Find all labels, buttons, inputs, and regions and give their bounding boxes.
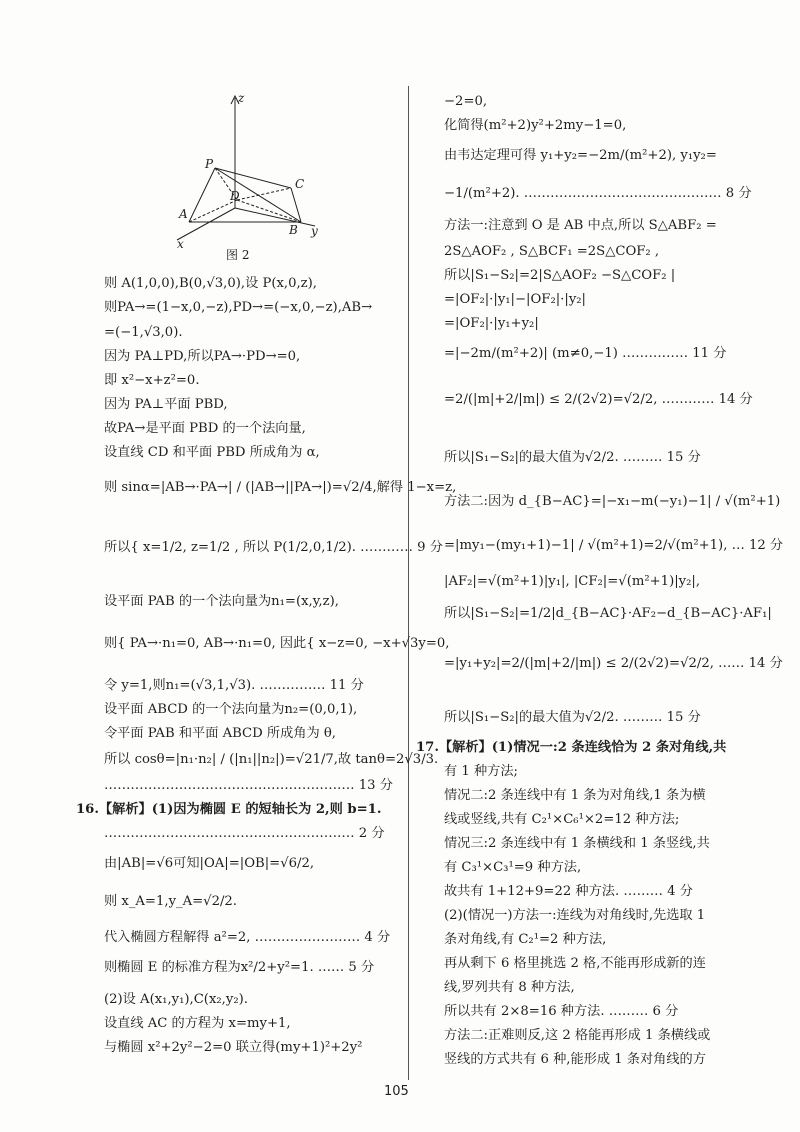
left-line: (2)设 A(x₁,y₁),C(x₂,y₂).: [104, 992, 248, 1007]
right-line: 故共有 1+12+9=22 种方法. ……… 4 分: [444, 884, 693, 899]
left-line: =(−1,√3,0).: [104, 325, 183, 340]
left-line: 设直线 CD 和平面 PBD 所成角为 α,: [104, 445, 320, 460]
right-line: 竖线的方式共有 6 种,能形成 1 条对角线的方: [444, 1052, 706, 1067]
left-line: 则 A(1,0,0),B(0,√3,0),设 P(x,0,z),: [104, 276, 317, 291]
figure-caption: 图 2: [226, 248, 250, 262]
left-line: 则PA→=(1−x,0,−z),PD→=(−x,0,−z),AB→: [104, 300, 373, 315]
left-line: 令 y=1,则n₁=(√3,1,√3). …………… 11 分: [104, 678, 364, 693]
right-line: 由韦达定理可得 y₁+y₂=−2m/(m²+2), y₁y₂=: [444, 148, 717, 163]
page-number: 105: [384, 1084, 409, 1099]
right-line: 方法二:正难则反,这 2 格能再形成 1 条横线或: [444, 1028, 711, 1043]
right-line: 所以共有 2×8=16 种方法. ……… 6 分: [444, 1004, 679, 1019]
right-line: 方法二:因为 d_{B−AC}=|−x₁−m(−y₁)−1| / √(m²+1): [444, 494, 781, 509]
right-line: 方法一:注意到 O 是 AB 中点,所以 S△ABF₂ =: [444, 218, 717, 233]
right-line: −2=0,: [444, 94, 488, 109]
left-line: 16.【解析】(1)因为椭圆 E 的短轴长为 2,则 b=1.: [76, 802, 382, 817]
point-p-label: P: [205, 157, 214, 171]
left-line: 即 x²−x+z²=0.: [104, 373, 200, 388]
point-a-label: A: [179, 207, 188, 221]
left-line: 设平面 ABCD 的一个法向量为n₂=(0,0,1),: [104, 702, 358, 717]
left-line: 代入椭圆方程解得 a²=2, …………………… 4 分: [104, 930, 391, 945]
right-line: 情况二:2 条连线中有 1 条为对角线,1 条为横: [444, 788, 706, 803]
left-line: 所以{ x=1/2, z=1/2 , 所以 P(1/2,0,1/2). ………… 9 分: [104, 540, 443, 555]
left-line: 则{ PA→·n₁=0, AB→·n₁=0, 因此{ x−z=0, −x+√3y=0,: [104, 636, 450, 651]
right-line: 化简得(m²+2)y²+2my−1=0,: [444, 118, 627, 133]
left-line: 令平面 PAB 和平面 ABCD 所成角为 θ,: [104, 726, 336, 741]
left-line: 由|AB|=√6可知|OA|=|OB|=√6/2,: [104, 856, 315, 871]
left-line: ………………………………………………… 13 分: [104, 778, 393, 793]
axis-z-label: z: [238, 91, 245, 105]
right-line: =|−2m/(m²+2)| (m≠0,−1) …………… 11 分: [444, 346, 727, 361]
right-line: 所以|S₁−S₂|=2|S△AOF₂ −S△COF₂ |: [444, 268, 676, 283]
left-line: 因为 PA⊥平面 PBD,: [104, 397, 228, 412]
axis-x-label: x: [177, 237, 184, 251]
left-line: 因为 PA⊥PD,所以PA→·PD→=0,: [104, 349, 301, 364]
point-d-label: D: [230, 189, 240, 203]
right-line: 所以|S₁−S₂|=1/2|d_{B−AC}·AF₂−d_{B−AC}·AF₁|: [444, 606, 772, 621]
right-line: 再从剩下 6 格里挑选 2 格,不能再形成新的连: [444, 956, 706, 971]
left-line: 则 sinα=|AB→·PA→| / (|AB→||PA→|)=√2/4,解得 1−x=z,: [104, 480, 457, 495]
left-line: 设平面 PAB 的一个法向量为n₁=(x,y,z),: [104, 594, 339, 609]
left-line: 故PA→是平面 PBD 的一个法向量,: [104, 421, 306, 436]
right-line: =|y₁+y₂|=2/(|m|+2/|m|) ≤ 2/(2√2)=√2/2, …… 14 分: [444, 656, 783, 671]
right-line: 线或竖线,共有 C₂¹×C₆¹×2=12 种方法;: [444, 812, 680, 827]
right-line: =|my₁−(my₁+1)−1| / √(m²+1)=2/√(m²+1), … 12 分: [444, 538, 784, 553]
right-line: |AF₂|=√(m²+1)|y₁|, |CF₂|=√(m²+1)|y₂|,: [444, 574, 701, 589]
right-line: 情况三:2 条连线中有 1 条横线和 1 条竖线,共: [444, 836, 710, 851]
right-line: 所以|S₁−S₂|的最大值为√2/2. ……… 15 分: [444, 450, 701, 465]
right-line: =|OF₂|·|y₁+y₂|: [444, 316, 539, 331]
right-line: 17.【解析】(1)情况一:2 条连线恰为 2 条对角线,共: [416, 740, 727, 755]
right-line: 有 C₃¹×C₃¹=9 种方法,: [444, 860, 582, 875]
right-line: 条对角线,有 C₂¹=2 种方法,: [444, 932, 607, 947]
right-line: 线,罗列共有 8 种方法,: [444, 980, 575, 995]
right-line: =2/(|m|+2/|m|) ≤ 2/(2√2)=√2/2, ………… 14 分: [444, 392, 753, 407]
column-divider: [408, 86, 409, 1080]
right-line: 有 1 种方法;: [444, 764, 518, 779]
left-line: 与椭圆 x²+2y²−2=0 联立得(my+1)²+2y²: [104, 1040, 363, 1055]
left-line: 所以 cosθ=|n₁·n₂| / (|n₁||n₂|)=√21/7,故 tanθ=2√3/3.: [104, 752, 439, 767]
left-line: 设直线 AC 的方程为 x=my+1,: [104, 1016, 291, 1031]
left-line: 则椭圆 E 的标准方程为x²/2+y²=1. …… 5 分: [104, 960, 375, 975]
right-line: =|OF₂|·|y₁|−|OF₂|·|y₂|: [444, 292, 586, 307]
figure-2-diagram: [165, 90, 325, 262]
point-c-label: C: [295, 177, 305, 191]
left-line: ………………………………………………… 2 分: [104, 826, 385, 841]
right-line: 2S△AOF₂ , S△BCF₁ =2S△COF₂ ,: [444, 244, 660, 259]
right-line: (2)(情况一)方法一:连线为对角线时,先选取 1: [444, 908, 706, 923]
left-line: 则 x_A=1,y_A=√2/2.: [104, 894, 238, 909]
point-b-label: B: [289, 223, 298, 237]
right-line: −1/(m²+2). ……………………………………… 8 分: [444, 186, 752, 201]
right-line: 所以|S₁−S₂|的最大值为√2/2. ……… 15 分: [444, 710, 701, 725]
axis-y-label: y: [311, 224, 318, 238]
